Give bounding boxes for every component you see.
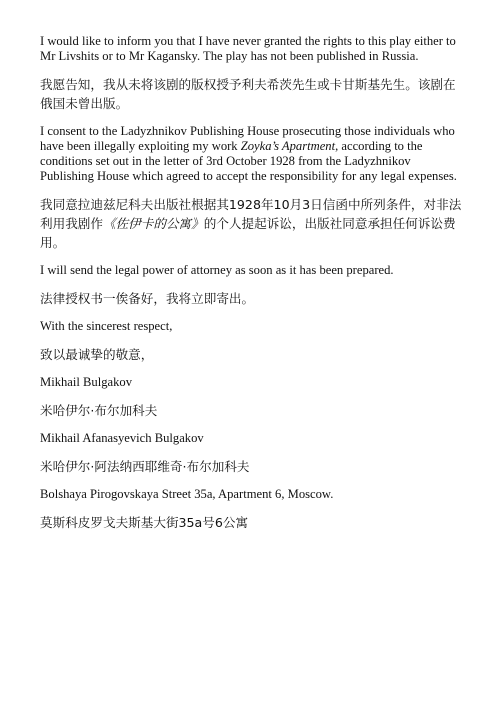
consent-en-text-b: , according to the conditions set out in the letter of 3rd October 1928 from the Ladyzhnikov Publishing House which agreed to accept the responsibility for any legal expenses. [40, 139, 457, 183]
full-name-en: Mikhail Afanasyevich Bulgakov [40, 431, 204, 445]
consent-zh-text-b: 的个人提起诉讼，出版社同意承担任何诉讼费用。 [40, 216, 456, 250]
play-title-en: Zoyka’s Apartment [240, 139, 336, 153]
closing-zh: 致以最诚挚的敬意， [40, 347, 154, 362]
address-zh: 莫斯科皮罗戈夫斯基大街35a号6公寓 [40, 515, 249, 530]
signature-en: Mikhail Bulgakov [40, 375, 132, 389]
closing-en: With the sincerest respect, [40, 319, 173, 333]
signature-zh: 米哈伊尔·布尔加科夫 [40, 403, 158, 418]
address-en: Bolshaya Pirogovskaya Street 35a, Apartment 6, Moscow. [40, 487, 334, 501]
paragraph-attorney-zh: 法律授权书一俟备好，我将立即寄出。 [40, 291, 255, 306]
play-title-zh: 《佐伊卡的公寓》 [102, 216, 204, 231]
paragraph-rights-en: I would like to inform you that I have never granted the rights to this play either to Mr Livshits or to Mr Kagansky. The play has not been published in Russia. [40, 34, 456, 63]
paragraph-rights-zh: 我愿告知，我从未将该剧的版权授予利夫希茨先生或卡甘斯基先生。该剧在俄国未曾出版。 [40, 77, 456, 111]
full-name-zh: 米哈伊尔·阿法纳西耶维奇·布尔加科夫 [40, 459, 250, 474]
letter-body [40, 34, 464, 543]
consent-zh-text-a: 我同意拉迪兹尼科夫出版社根据其1928年10月3日信函中所列条件，对非法利用我剧作 [40, 197, 462, 231]
consent-en-text-a: I consent to the Ladyzhnikov Publishing House prosecuting those individuals who have been illegally exploiting my work [40, 124, 455, 153]
paragraph-consent-zh [40, 195, 464, 252]
paragraph-attorney-en: I will send the legal power of attorney as soon as it has been prepared. [40, 263, 394, 277]
paragraph-consent-en [40, 124, 464, 184]
